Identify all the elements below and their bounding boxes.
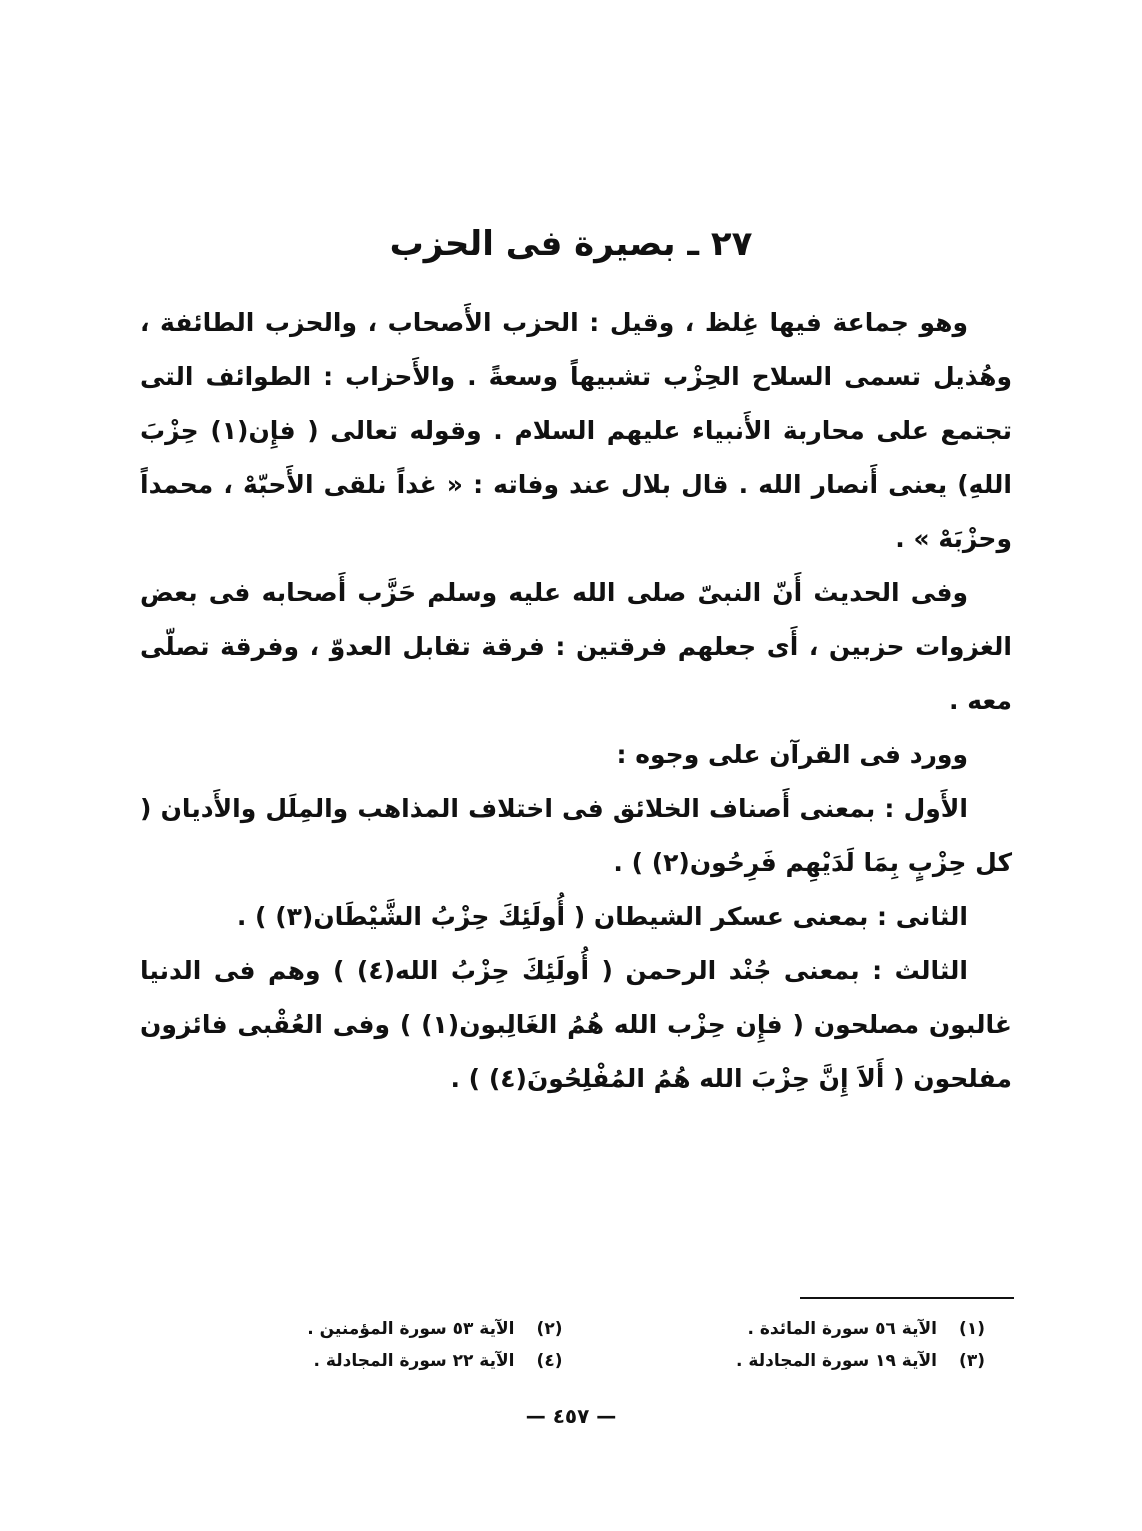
- footnote-number: (٢): [536, 1319, 563, 1339]
- footnote-text: الآية ٥٦ سورة المائدة .: [747, 1319, 937, 1339]
- footnotes: [140, 1316, 985, 1374]
- footnote-number: (٤): [536, 1351, 563, 1371]
- paragraph-hadith: وفى الحديث أَنّ النبىّ صلى الله عليه وسلم حَزَّب أَصحابه فى بعض الغزوات حزبين ، أَى جعلهم فرقتين : فرقة تقابل العدوّ ، وفرقة تصلّى معه .: [140, 578, 1012, 715]
- footnote-3: [563, 1348, 986, 1374]
- footnote-2: [140, 1316, 563, 1342]
- footnote-text: الآية ٥٣ سورة المؤمنين .: [307, 1319, 515, 1339]
- footnote-text: الآية ٢٢ سورة المجادلة .: [313, 1351, 515, 1371]
- paragraph-third-meaning: الثالث : بمعنى جُنْد الرحمن ( أُولَئِكَ حِزْبُ الله(٤) ) وهم فى الدنيا غالبون مصلحون ( فإِن حِزْب الله هُمُ الغَالِبون(١) ) وفى العُقْبى فائزون مفلحون ( أَلاَ إِنَّ حِزْبَ الله هُمُ المُفْلِحُونَ(٤) ) .: [140, 956, 1012, 1093]
- page-number: — ٤٥٧ —: [525, 1404, 617, 1428]
- footnote-divider: [800, 1297, 1014, 1299]
- footnote-1: [563, 1316, 986, 1342]
- footnote-4: [140, 1348, 563, 1374]
- footnote-number: (٣): [959, 1351, 985, 1371]
- footnote-number: (١): [959, 1319, 985, 1339]
- chapter-title: ٢٧ ـ بصيرة فى الحزب: [389, 224, 753, 264]
- paragraph-quran-intro: وورد فى القرآن على وجوه :: [616, 740, 968, 769]
- body-text: [140, 296, 1012, 1106]
- paragraph-definition: وهو جماعة فيها غِلظ ، وقيل : الحزب الأَصحاب ، والحزب الطائفة ، وهُذيل تسمى السلاح الحِزْب تشبيهاً وسعةً . والأَحزاب : الطوائف التى تجتمع على محاربة الأَنبياء عليهم السلام . وقوله تعالى ( فإِن(١) حِزْبَ اللهِ) يعنى أَنصار الله . قال بلال عند وفاته : « غداً نلقى الأَحبّهْ ، محمداً وحزْبَهْ » .: [140, 308, 1012, 553]
- paragraph-first-meaning: الأَول : بمعنى أَصناف الخلائق فى اختلاف المذاهب والمِلَل والأَديان ( كل حِزْبٍ بِمَا لَدَيْهِم فَرِحُون(٢) ) .: [140, 794, 1012, 877]
- paragraph-second-meaning: الثانى : بمعنى عسكر الشيطان ( أُولَئِكَ حِزْبُ الشَّيْطَان(٣) ) .: [236, 902, 968, 931]
- footnote-text: الآية ١٩ سورة المجادلة .: [736, 1351, 937, 1371]
